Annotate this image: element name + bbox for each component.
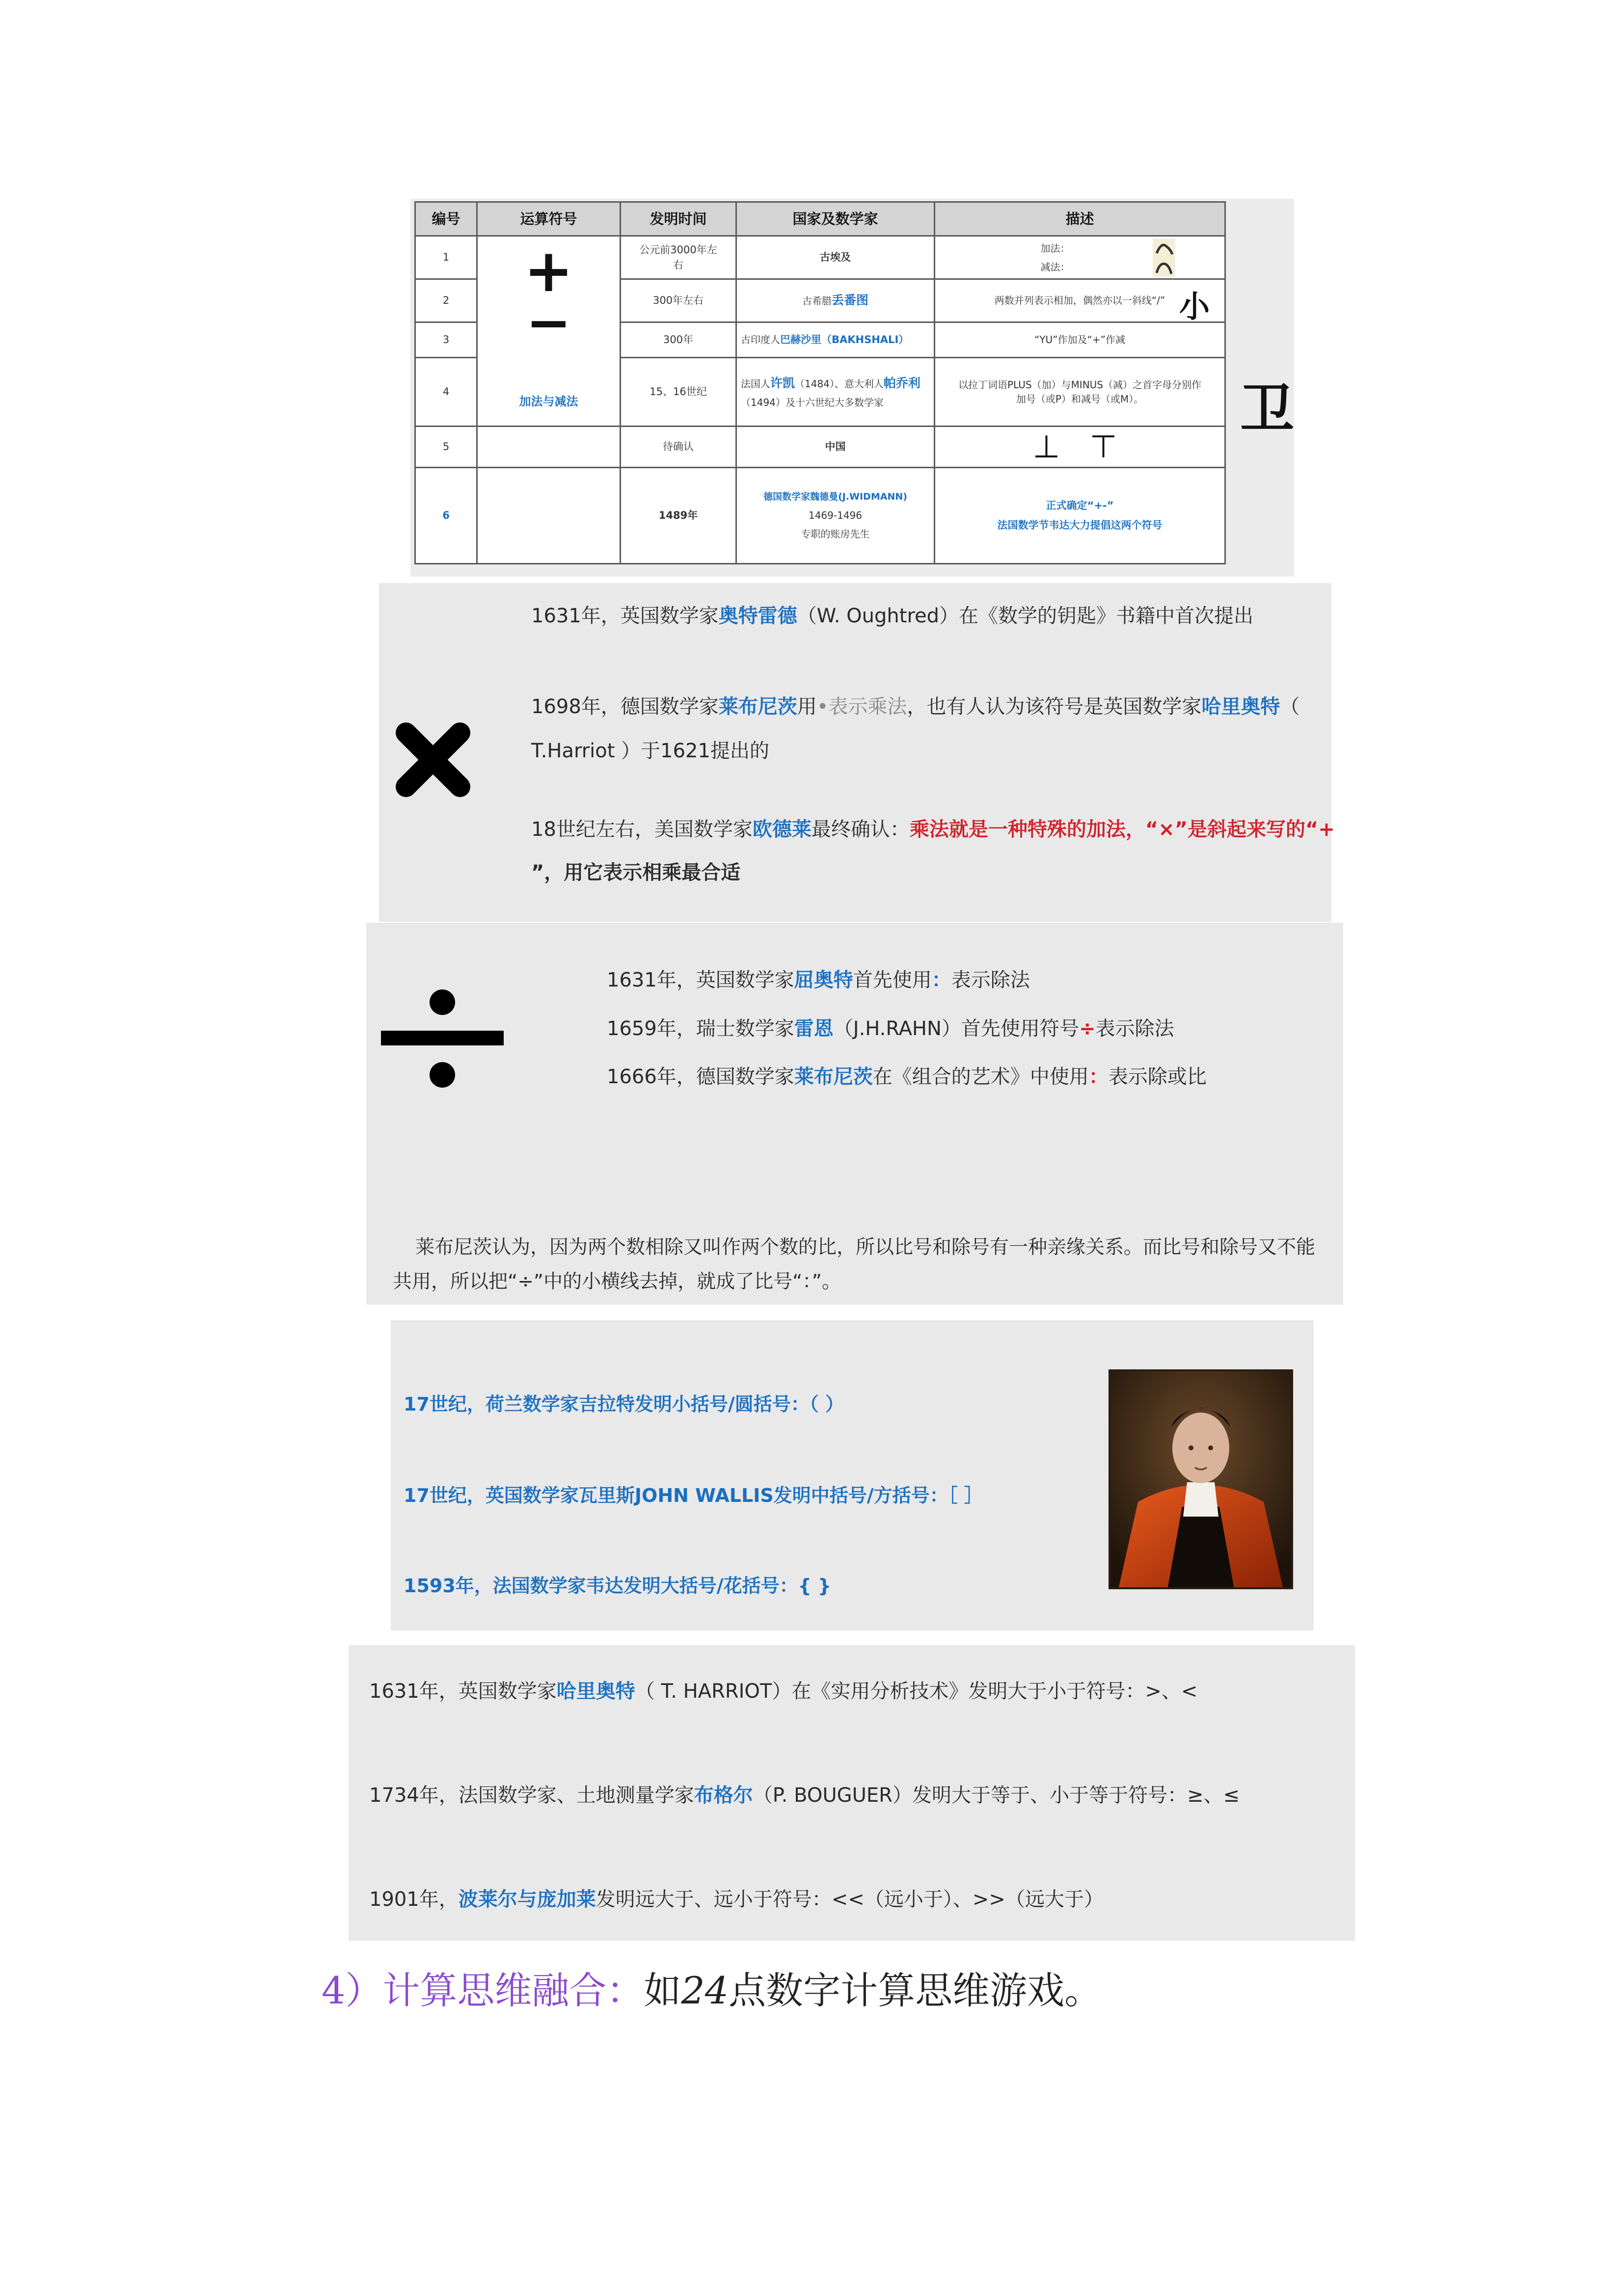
- row-time: 300年: [621, 322, 736, 358]
- heading-number: 24: [681, 1969, 729, 2012]
- person-name: 许凯: [770, 376, 795, 391]
- person-name: 帕乔利: [883, 376, 920, 391]
- row-person: [736, 279, 935, 322]
- divide-line-3: 1666年，德国数学家莱布尼茨在《组合的艺术》中使用：表示除或比: [607, 1066, 1207, 1088]
- person-occupation: 专职的账房先生: [801, 528, 870, 540]
- desc-text: 两数并列表示相加，偶然亦以一斜线“/”: [994, 294, 1165, 307]
- brackets-panel: [391, 1320, 1314, 1630]
- symbol-caption: 加法与减法: [519, 395, 578, 409]
- person-prefix: 古希腊: [802, 295, 832, 307]
- person-name: 巴赫沙里（BAKHSHALI）: [780, 334, 909, 346]
- comparison-panel: [349, 1645, 1355, 1941]
- divide-line-2: 1659年，瑞士数学家雷恩（J.H.RAHN）首先使用符号÷表示除法: [607, 1017, 1174, 1040]
- row-description: [935, 236, 1225, 279]
- outside-ancient-glyph: 卫: [1240, 377, 1294, 440]
- symbol-cell: [477, 236, 621, 427]
- desc-sub-label: 减法：: [1040, 261, 1070, 273]
- row-time: 1489年: [621, 468, 736, 564]
- col-header-symbol: 运算符号: [477, 202, 621, 236]
- desc-line: 正式确定“+-”: [1046, 499, 1114, 511]
- egyptian-legs-icon: [1153, 239, 1175, 277]
- operator-history-table-block: [410, 199, 1294, 577]
- row-person: [736, 468, 935, 564]
- row-time: 公元前3000年左右: [621, 236, 736, 279]
- row-number: 1: [415, 236, 477, 279]
- person-text: （1484）、意大利人: [795, 378, 884, 390]
- multiplication-panel: [379, 583, 1335, 922]
- table-row: [415, 468, 1225, 564]
- operator-history-table: [414, 201, 1226, 564]
- division-panel: [366, 923, 1343, 1305]
- heading-text-b: 点数字计算思维游戏。: [729, 1969, 1102, 2012]
- person-text: 法国人: [741, 378, 770, 390]
- compare-line-2: 1734年，法国数学家、土地测量学家布格尔（P. BOUGUER）发明大于等于、小于等于符号：≥、≤: [369, 1784, 1240, 1807]
- greek-glyph: 小: [1179, 289, 1210, 324]
- divide-line-1: 1631年，英国数学家屈奥特首先使用：表示除法: [607, 969, 1030, 991]
- person-name: 丢番图: [831, 293, 868, 308]
- row-description: [935, 279, 1225, 322]
- divide-note-line-1: 莱布尼茨认为，因为两个数相除又叫作两个数的比，所以比号和除号有一种亲缘关系。而比号和除号又不能: [415, 1236, 1316, 1258]
- col-header-description: 描述: [935, 202, 1225, 236]
- divide-note-line-2: 共用，所以把“÷”中的小横线去掉，就成了比号“：”。: [393, 1271, 841, 1293]
- symbol-cell-empty: [477, 468, 621, 564]
- heading-label: 4）计算思维融合：: [322, 1969, 644, 2012]
- portrait-john-wallis: [1109, 1369, 1293, 1589]
- table-header-row: [415, 202, 1225, 236]
- compare-line-1: 1631年，英国数学家哈里奥特（ T. HARRIOT）在《实用分析技术》发明大于小于符号：>、<: [369, 1680, 1198, 1703]
- symbol-cell-empty: [477, 427, 621, 468]
- multiply-line-2: 1698年，德国数学家莱布尼茨用•表示乘法，也有人认为该符号是英国数学家哈里奥特（: [531, 695, 1300, 718]
- row-number: 3: [415, 322, 477, 358]
- multiply-line-3: T.Harriot ）于1621提出的: [531, 740, 769, 762]
- brackets-line-3: 1593年，法国数学家韦达发明大括号/花括号：{ }: [404, 1575, 831, 1597]
- row-person: [736, 322, 935, 358]
- minus-symbol: −: [526, 291, 571, 354]
- divide-symbol-icon: [381, 982, 504, 1095]
- multiply-line-5: ”，用它表示相乘最合适: [531, 861, 741, 884]
- person-name: 德国数学家魏德曼(J.WIDMANN): [763, 491, 907, 503]
- row-person: 中国: [736, 427, 935, 468]
- desc-add-label: 加法：: [1040, 242, 1070, 254]
- col-header-person: 国家及数学家: [736, 202, 935, 236]
- row-description: “YU”作加及“+”作减: [935, 322, 1225, 358]
- desc-line: 法国数学节韦达大力提倡这两个符号: [997, 519, 1163, 531]
- row-number: 2: [415, 279, 477, 322]
- row-number: 6: [415, 468, 477, 564]
- multiply-symbol-icon: [394, 721, 472, 799]
- person-text: （1494）及十六世纪大多数学家: [741, 396, 884, 408]
- row-time: 15、16世纪: [621, 358, 736, 427]
- multiply-line-1: 1631年，英国数学家奥特雷德（W. Oughtred）在《数学的钥匙》书籍中首次提出: [531, 605, 1254, 627]
- table-row: [415, 236, 1225, 279]
- row-number: 4: [415, 358, 477, 427]
- col-header-time: 发明时间: [621, 202, 736, 236]
- row-description: ⊥ ⊤: [935, 427, 1225, 468]
- person-years: 1469-1496: [808, 509, 862, 521]
- heading-text-a: 如: [644, 1969, 681, 2012]
- compare-line-3: 1901年，波莱尔与庞加莱发明远大于、远小于符号：<<（远小于）、>>（远大于）: [369, 1888, 1104, 1911]
- col-header-number: 编号: [415, 202, 477, 236]
- section-heading-4: [322, 1961, 1102, 2014]
- row-time: 300年左右: [621, 279, 736, 322]
- row-person: 古埃及: [736, 236, 935, 279]
- row-time: 待确认: [621, 427, 736, 468]
- row-person: [736, 358, 935, 427]
- row-description: 以拉丁词语PLUS（加）与MINUS（减）之首字母分别作加号（或P）和减号（或M）。: [935, 358, 1225, 427]
- multiply-line-4: 18世纪左右，美国数学家欧德莱最终确认：乘法就是一种特殊的加法，“×”是斜起来写的“+: [531, 818, 1335, 841]
- brackets-line-2: 17世纪，英国数学家瓦里斯JOHN WALLIS发明中括号/方括号：［ ］: [404, 1485, 983, 1506]
- row-description: [935, 468, 1225, 564]
- person-prefix: 古印度人: [741, 334, 780, 346]
- row-number: 5: [415, 427, 477, 468]
- table-row: [415, 427, 1225, 468]
- plus-symbol: +: [524, 237, 573, 306]
- brackets-line-1: 17世纪，荷兰数学家吉拉特发明小括号/圆括号：（ ）: [404, 1393, 844, 1415]
